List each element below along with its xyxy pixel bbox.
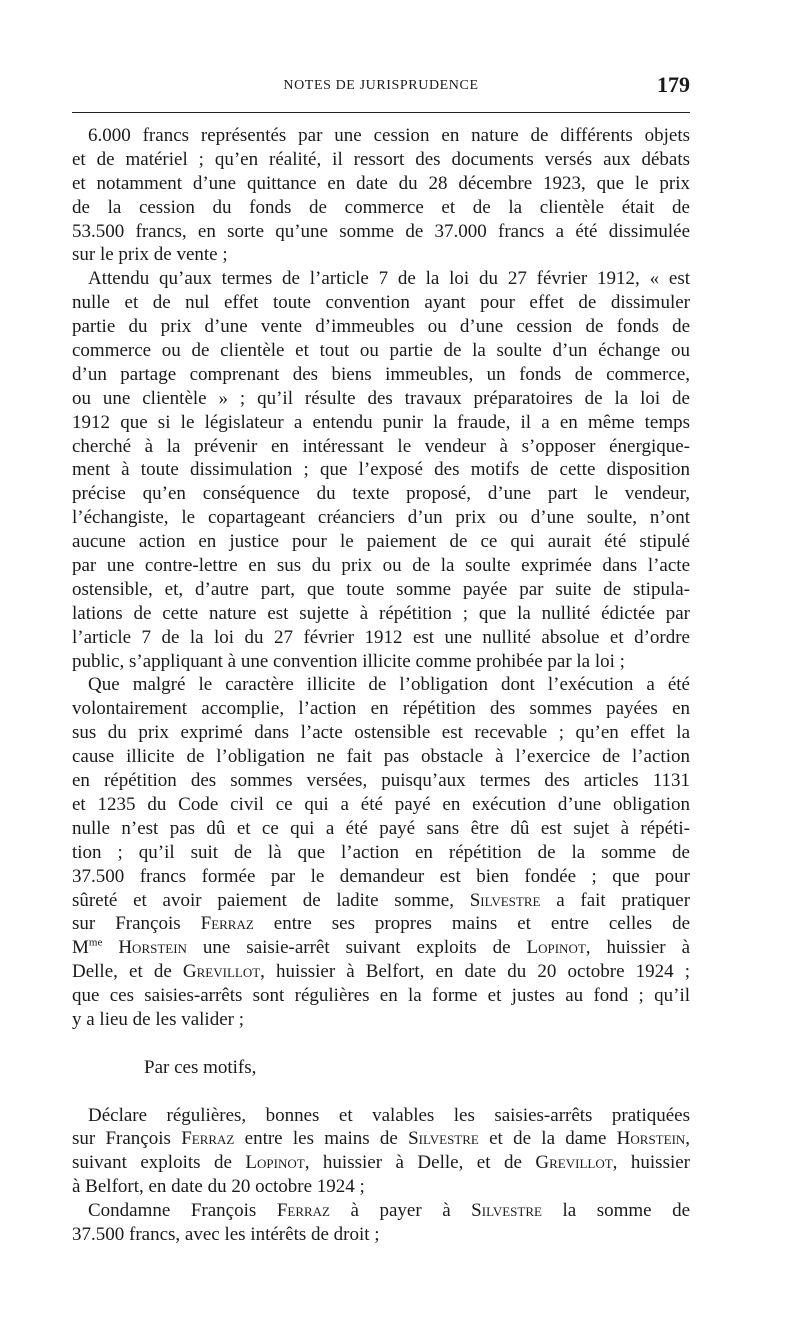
text-run: , huissier à Delle, et de xyxy=(304,1152,522,1174)
text-run: sur François xyxy=(72,1128,171,1150)
paragraph-4 xyxy=(72,1104,690,1200)
text-line xyxy=(72,1199,690,1223)
text-line: en répétition des sommes versées, puisqu’aux termes des articles 1131 xyxy=(72,770,690,792)
paragraph-1 xyxy=(72,124,690,267)
text-line: 6.000 francs représentés par une cession en nature de différents objets xyxy=(88,125,690,146)
text-line: ment à toute dissimulation ; que l’exposé des motifs de cette disposition xyxy=(72,459,690,481)
text-line: cherché à la prévenir en intéressant le vendeur à s’opposer énergique- xyxy=(72,435,690,457)
text-line: 1912 que si le législateur a entendu punir la fraude, il a en même temps xyxy=(72,411,690,433)
text-line: Déclare régulières, bonnes et valables les saisies-arrêts pratiquées xyxy=(88,1104,690,1126)
paragraph-3 xyxy=(72,673,690,1031)
text-run: , xyxy=(685,1128,691,1150)
par-ces-motifs: Par ces motifs, xyxy=(144,1056,257,1078)
text-run: Condamne François xyxy=(88,1200,257,1222)
text-line xyxy=(72,1127,690,1151)
text-run: suivant exploits de xyxy=(72,1152,232,1174)
party-name-ferraz: Ferraz xyxy=(276,1200,330,1222)
text-line: commerce ou de clientèle et tout ou partie de la soulte d’un échange ou xyxy=(72,340,690,362)
party-name-ferraz: Ferraz xyxy=(181,1128,235,1150)
text-line: 37.500 francs, avec les intérêts de droit ; xyxy=(72,1223,380,1245)
text-line: 53.500 francs, en sorte qu’une somme de 37.000 francs a été dissimulée xyxy=(72,220,690,242)
text-run: , huissier à Belfort, en date du 20 octobre 1924 ; xyxy=(260,961,691,983)
text-line: ou une clientèle » ; qu’il résulte des travaux préparatoires de la loi de xyxy=(72,387,690,409)
party-name-grevillot: Grevillot xyxy=(535,1152,613,1174)
text-line: d’un partage comprenant des biens immeubles, un fonds de commerce, xyxy=(72,363,690,385)
running-head xyxy=(72,72,690,100)
party-name-lopinot: Lopinot xyxy=(245,1152,305,1174)
text-run: , huissier xyxy=(612,1152,691,1174)
header-rule xyxy=(72,112,690,113)
text-line: sus du prix exprimé dans l’acte ostensible est recevable ; qu’en effet la xyxy=(72,722,690,744)
text-run: M xyxy=(72,937,89,959)
text-line: à Belfort, en date du 20 octobre 1924 ; xyxy=(72,1176,365,1198)
text-line: nulle n’est pas dû et ce qui a été payé sans être dû est sujet à répéti- xyxy=(72,817,690,839)
party-name-horstein: Horstein xyxy=(616,1128,686,1150)
text-line: ostensible, et, d’autre part, que toute somme payée par suite de stipula- xyxy=(72,578,690,600)
party-name-silvestre: Silvestre xyxy=(471,1200,542,1222)
text-line xyxy=(72,912,690,936)
paragraph-2 xyxy=(72,267,690,673)
text-run: à payer à xyxy=(350,1200,451,1222)
spacer xyxy=(72,1080,690,1104)
text-line: Attendu qu’aux termes de l’article 7 de la loi du 27 février 1912, « est xyxy=(88,268,690,290)
text-line: de la cession du fonds de commerce et de la clientèle était de xyxy=(72,196,690,218)
body-text xyxy=(72,124,690,1247)
text-line: par une contre-lettre en sus du prix ou de la soulte exprimée dans l’acte xyxy=(72,555,690,577)
running-title: NOTES DE JURISPRUDENCE xyxy=(283,78,479,93)
text-line: nulle et de nul effet toute convention ayant pour effet de dissimuler xyxy=(72,292,690,314)
text-run: entre ses propres mains et entre celles de xyxy=(273,913,691,935)
text-run: a fait pratiquer xyxy=(556,889,691,911)
paragraph-3-lines xyxy=(72,673,690,888)
text-line: l’échangiste, le copartageant créanciers d’un prix ou d’une soulte, n’ont xyxy=(72,507,690,529)
text-line: lations de cette nature est sujette à répétition ; que la nullité édictée par xyxy=(72,602,690,624)
text-run: Delle, et de xyxy=(72,961,172,983)
text-line: et 1235 du Code civil ce qui a été payé en exécution d’une obligation xyxy=(72,793,690,815)
text-run: sur François xyxy=(72,913,181,935)
text-line xyxy=(72,936,690,960)
text-line: et notamment d’une quittance en date du 28 décembre 1923, que le prix xyxy=(72,172,690,194)
text-line: que ces saisies-arrêts sont régulières en la forme et justes au fond ; qu’il xyxy=(72,985,690,1007)
text-run: la somme de xyxy=(562,1200,691,1222)
text-line: 37.500 francs formée par le demandeur est bien fondée ; que pour xyxy=(72,865,690,887)
party-name-lopinot: Lopinot xyxy=(526,937,586,959)
text-line: l’article 7 de la loi du 27 février 1912 est une nullité absolue et d’ordre xyxy=(72,626,690,648)
text-run: sûreté et avoir paiement de ladite somme, xyxy=(72,889,454,911)
text-line: y a lieu de les valider ; xyxy=(72,1008,244,1030)
text-line: aucune action en justice pour le paiement de ce qui aurait été stipulé xyxy=(72,531,690,553)
text-line: cause illicite de l’obligation ne fait pas obstacle à l’exercice de l’action xyxy=(72,746,690,768)
text-line: partie du prix d’une vente d’immeubles ou d’une cession de fonds de xyxy=(72,316,690,338)
party-name-silvestre: Silvestre xyxy=(469,889,541,911)
text-line: tion ; qu’il suit de là que l’action en répétition de la somme de xyxy=(72,841,690,863)
text-run: entre les mains de xyxy=(244,1128,398,1150)
text-line: Que malgré le caractère illicite de l’obligation dont l’exécution a été xyxy=(88,674,690,696)
text-line: et de matériel ; qu’en réalité, il ressort des documents versés aux débats xyxy=(72,148,690,170)
party-name-horstein: Horstein xyxy=(118,937,187,959)
superscript: me xyxy=(88,936,103,949)
text-line xyxy=(72,889,690,913)
text-line: public, s’appliquant à une convention illicite comme prohibée par la loi ; xyxy=(72,650,625,672)
spacer xyxy=(72,1032,690,1056)
text-run: et de la dame xyxy=(489,1128,607,1150)
text-line xyxy=(72,960,690,984)
text-line: volontairement accomplie, l’action en répétition des sommes payées en xyxy=(72,698,690,720)
party-name-ferraz: Ferraz xyxy=(200,913,254,935)
paragraph-5 xyxy=(72,1199,690,1247)
text-line xyxy=(72,1151,690,1175)
text-line: précise qu’en conséquence du texte proposé, d’une part le vendeur, xyxy=(72,483,690,505)
page-number: 179 xyxy=(657,72,690,97)
text-run: , huissier à xyxy=(585,937,691,959)
text-line: sur le prix de vente ; xyxy=(72,244,228,266)
text-run: une saisie-arrêt suivant exploits de xyxy=(202,937,511,959)
party-name-grevillot: Grevillot xyxy=(182,961,261,983)
party-name-silvestre: Silvestre xyxy=(408,1128,479,1150)
